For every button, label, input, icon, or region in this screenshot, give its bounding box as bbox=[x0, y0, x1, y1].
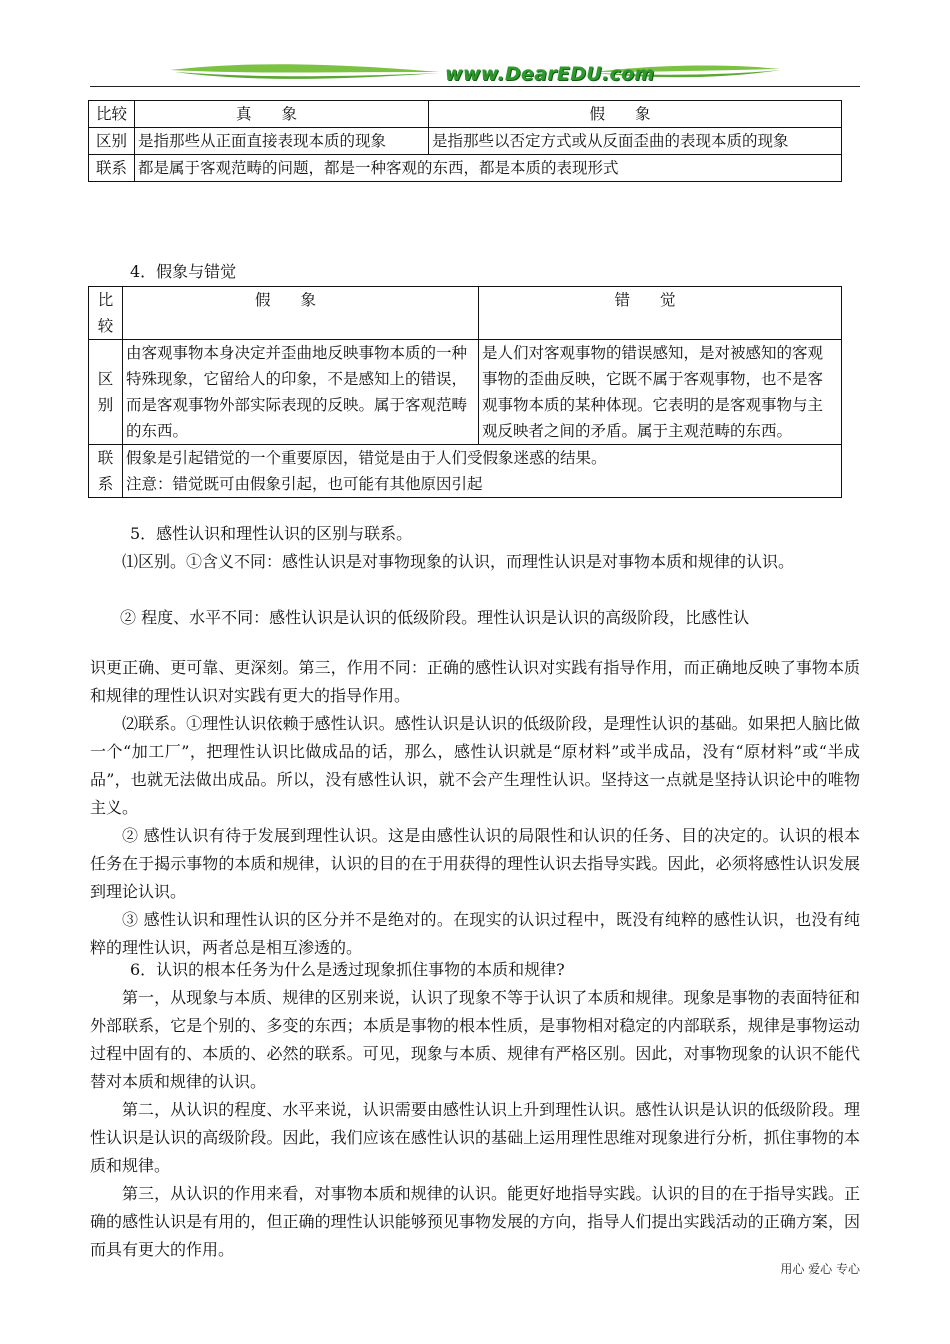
page-header bbox=[90, 60, 860, 90]
table-row bbox=[89, 445, 842, 498]
section-4-title: 4．假象与错觉 bbox=[130, 262, 237, 281]
site-logo: www.DearEDU.com bbox=[445, 63, 655, 85]
table-row bbox=[89, 101, 842, 128]
page-footer: 用心 爱心 专心 bbox=[780, 1262, 860, 1276]
row-label-connection: 联系 bbox=[89, 445, 123, 498]
table-row bbox=[89, 128, 842, 155]
row-label-compare: 比较 bbox=[89, 287, 123, 340]
cell-difference-false: 是指那些以否定方式或从反面歪曲的表现本质的现象 bbox=[429, 128, 842, 155]
table-row bbox=[89, 340, 842, 445]
header-rule bbox=[90, 86, 860, 87]
cell-connection: 都是属于客观范畴的问题，都是一种客观的东西，都是本质的表现形式 bbox=[135, 155, 842, 182]
cell-difference-false-appearance: 由客观事物本身决定并歪曲地反映事物本质的一种特殊现象，它留给人的印象，不是感知上的错误，而是客观事物外部实际表现的反映。属于客观范畴的东西。 bbox=[123, 340, 479, 445]
paragraph: 识更正确、更可靠、更深刻。第三，作用不同：正确的感性认识对实践有指导作用，而正确地反映了事物本质和规律的理性认识对实践有更大的指导作用。 bbox=[90, 658, 860, 705]
column-header-true-appearance: 真象 bbox=[135, 101, 429, 128]
row-label-connection: 联系 bbox=[89, 155, 135, 182]
row-label-difference: 区别 bbox=[89, 128, 135, 155]
cell-difference-true: 是指那些从正面直接表现本质的现象 bbox=[135, 128, 429, 155]
column-header-false-appearance: 假象 bbox=[429, 101, 842, 128]
table-row bbox=[89, 287, 842, 340]
row-label-difference: 区别 bbox=[89, 340, 123, 445]
table-row bbox=[89, 155, 842, 182]
connection-text-1: 假象是引起错觉的一个重要原因，错觉是由于人们受假象迷惑的结果。 bbox=[126, 449, 607, 467]
section-6-title: 6．认识的根本任务为什么是透过现象抓住事物的本质和规律? bbox=[130, 960, 565, 979]
paragraph: ⑵联系。①理性认识依赖于感性认识。感性认识是认识的低级阶段，是理性认识的基础。如果把人脑比做一个“加工厂”，把理性认识比做成品的话，那么，感性认识就是“原材料”或半成品，没有“原材料”或“半成品”，也就无法做出成品。所以，没有感性认识，就不会产生理性认识。坚持这一点就是坚持认识论中的唯物主义。 bbox=[90, 714, 860, 817]
paragraph: 第三，从认识的作用来看，对事物本质和规律的认识。能更好地指导实践。认识的目的在于指导实践。正确的感性认识是有用的，但正确的理性认识能够预见事物发展的方向，指导人们提出实践活动的正确方案，因而具有更大的作用。 bbox=[90, 1184, 860, 1259]
paragraph: ② 程度、水平不同：感性认识是认识的低级阶段。理性认识是认识的高级阶段，比感性认 bbox=[120, 608, 750, 627]
connection-note: 注意：错觉既可由假象引起，也可能有其他原因引起 bbox=[126, 475, 483, 493]
paragraph: 第一，从现象与本质、规律的区别来说，认识了现象不等于认识了本质和规律。现象是事物的表面特征和外部联系，它是个别的、多变的东西；本质是事物的根本性质，是事物相对稳定的内部联系，规律是事物运动过程中固有的、本质的、必然的联系。可见，现象与本质、规律有严格区别。因此，对事物现象的认识不能代替对本质和规律的认识。 bbox=[90, 988, 860, 1091]
paragraph: ③ 感性认识和理性认识的区分并不是绝对的。在现实的认识过程中，既没有纯粹的感性认识，也没有纯粹的理性认识，两者总是相互渗透的。 bbox=[90, 910, 860, 957]
cell-difference-illusion: 是人们对客观事物的错误感知，是对被感知的客观事物的歪曲反映，它既不属于客观事物，也不是客观事物本质的某种体现。它表明的是客观事物与主观反映者之间的矛盾。属于主观范畴的东西。 bbox=[479, 340, 842, 445]
paragraph: ② 感性认识有待于发展到理性认识。这是由感性认识的局限性和认识的任务、目的决定的。认识的根本任务在于揭示事物的本质和规律，认识的目的在于用获得的理性认识去指导实践。因此，必须将感性认识发展到理论认识。 bbox=[90, 826, 860, 901]
paragraph: 第二，从认识的程度、水平来说，认识需要由感性认识上升到理性认识。感性认识是认识的低级阶段。理性认识是认识的高级阶段。因此，我们应该在感性认识的基础上运用理性思维对现象进行分析，抓住事物的本质和规律。 bbox=[90, 1100, 860, 1175]
comparison-table-appearance bbox=[88, 100, 842, 182]
paragraph: ⑴区别。①含义不同：感性认识是对事物现象的认识，而理性认识是对事物本质和规律的认识。 bbox=[122, 552, 795, 571]
section-5-title: 5．感性认识和理性认识的区别与联系。 bbox=[130, 524, 413, 543]
column-header-illusion: 错觉 bbox=[479, 287, 842, 340]
row-label-compare: 比较 bbox=[89, 101, 135, 128]
cell-connection bbox=[123, 445, 842, 498]
column-header-false-appearance: 假象 bbox=[123, 287, 479, 340]
comparison-table-illusion bbox=[88, 286, 842, 498]
